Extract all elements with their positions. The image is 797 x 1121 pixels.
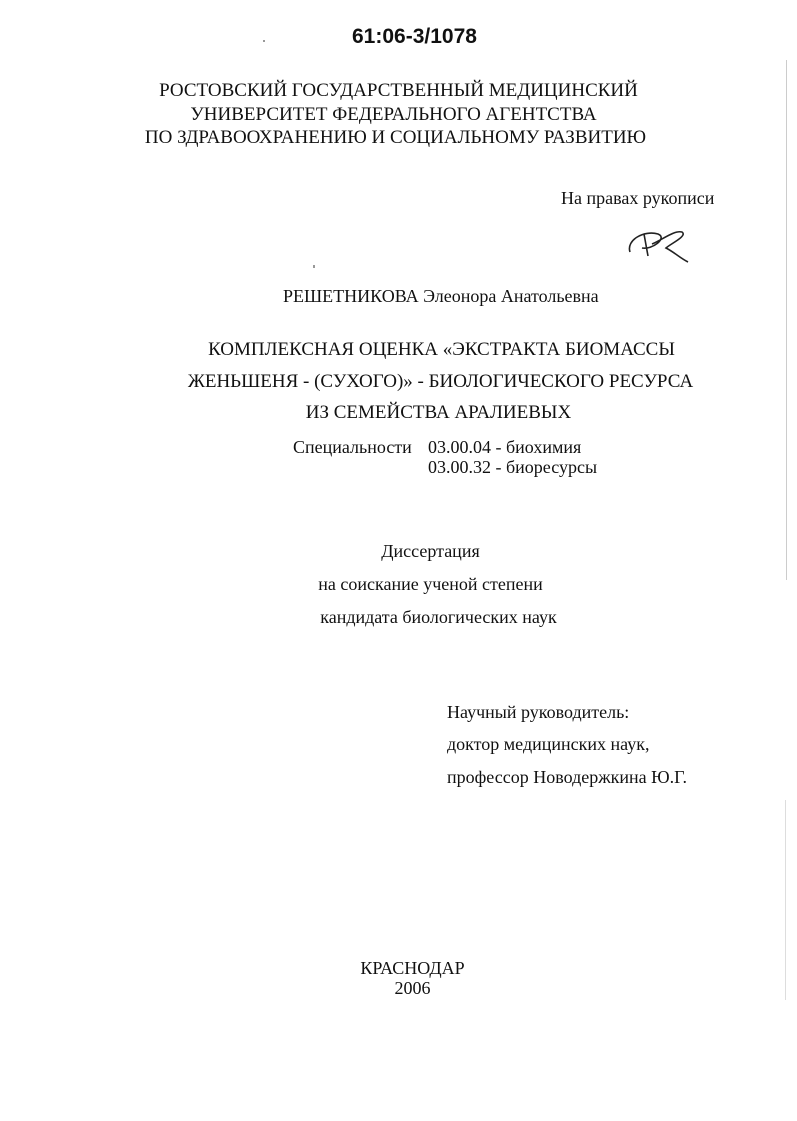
institution-line-2: УНИВЕРСИТЕТ ФЕДЕРАЛЬНОГО АГЕНТСТВА (190, 104, 597, 125)
manuscript-note: На правах рукописи (561, 188, 715, 208)
supervisor-name: профессор Новодержкина Ю.Г. (447, 767, 688, 787)
specialty-2: 03.00.32 - биоресурсы (428, 457, 598, 477)
scan-edge-artifact (785, 800, 786, 1000)
scan-speck (313, 265, 315, 268)
archive-code: 61:06-3/1078 (352, 25, 477, 48)
author-name: РЕШЕТНИКОВА Элеонора Анатольевна (283, 286, 599, 306)
title-line-3: ИЗ СЕМЕЙСТВА АРАЛИЕВЫХ (305, 402, 572, 423)
institution-line-3: ПО ЗДРАВООХРАНЕНИЮ И СОЦИАЛЬНОМУ РАЗВИТИЮ (144, 127, 647, 148)
title-line-2: ЖЕНЬШЕНЯ - (СУХОГО)» - БИОЛОГИЧЕСКОГО РЕСУРСА (187, 371, 694, 392)
supervisor-label: Научный руководитель: (447, 702, 630, 722)
specialty-1: 03.00.04 - биохимия (428, 437, 582, 457)
degree-line-1: Диссертация (381, 541, 480, 561)
scan-speck (263, 40, 265, 42)
supervisor-degree: доктор медицинских наук, (447, 734, 650, 754)
specialties-label: Специальности (293, 437, 412, 457)
institution-line-1: РОСТОВСКИЙ ГОСУДАРСТВЕННЫЙ МЕДИЦИНСКИЙ (159, 80, 638, 101)
city: КРАСНОДАР (360, 958, 465, 978)
signature (622, 222, 694, 266)
title-line-1: КОМПЛЕКСНАЯ ОЦЕНКА «ЭКСТРАКТА БИОМАССЫ (208, 339, 675, 360)
degree-line-2: на соискание ученой степени (318, 574, 543, 594)
scan-edge-artifact (786, 60, 787, 580)
degree-line-3: кандидата биологических наук (320, 607, 557, 627)
year: 2006 (394, 978, 431, 998)
